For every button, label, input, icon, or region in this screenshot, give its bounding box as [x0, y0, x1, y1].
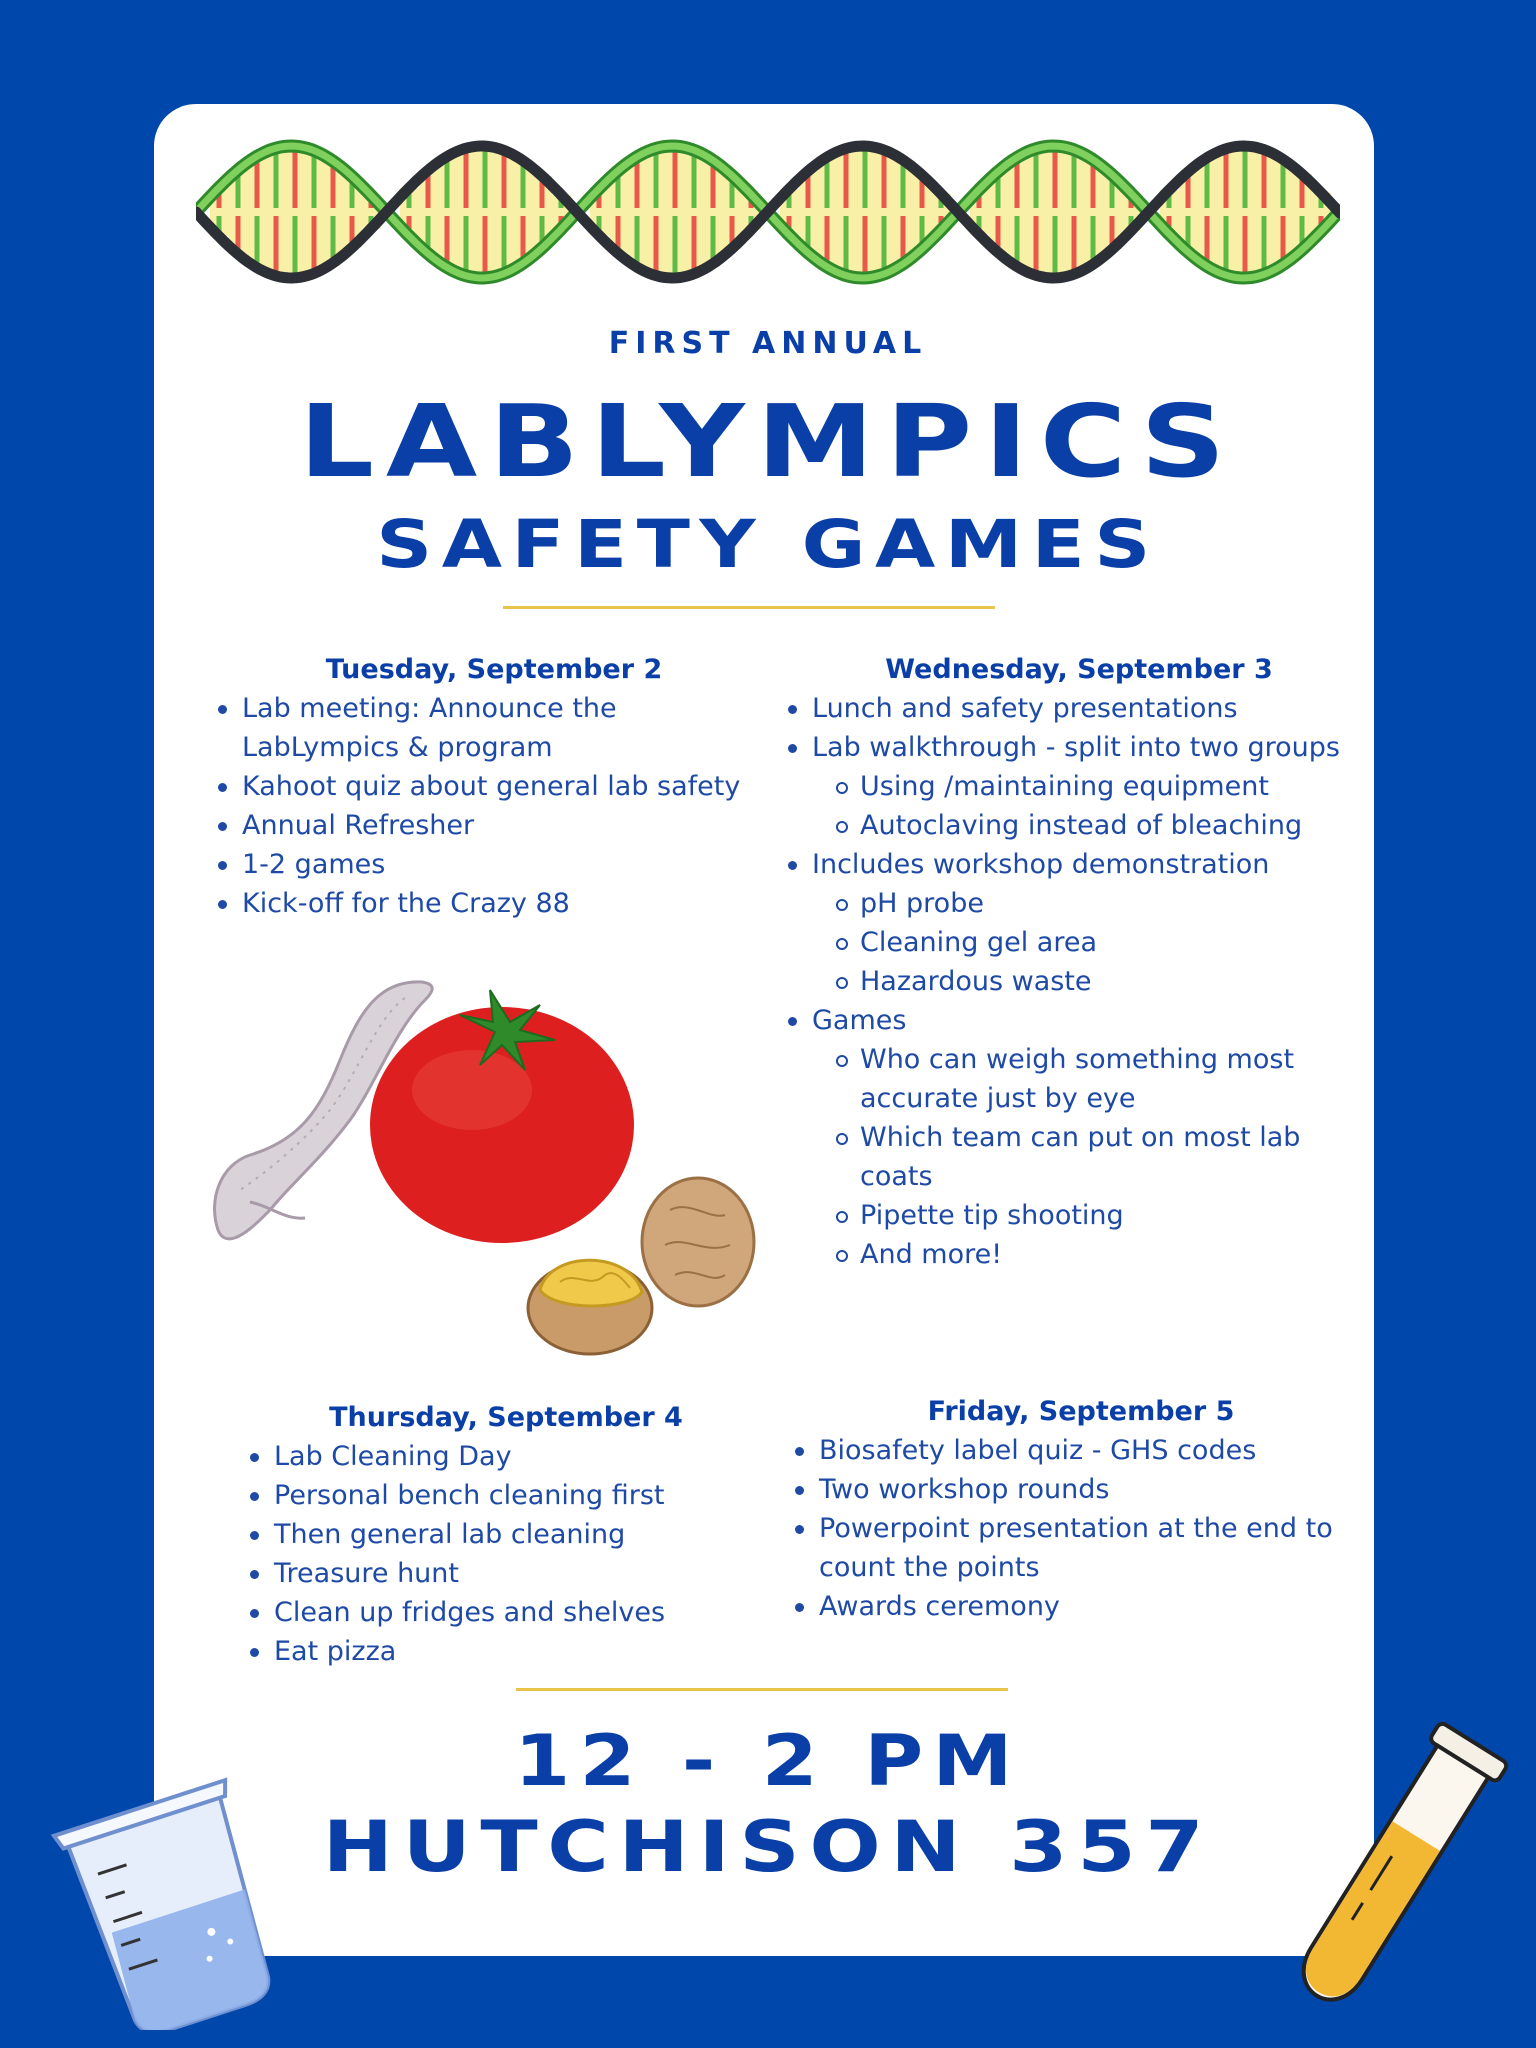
list-item: Two workshop rounds [791, 1470, 1371, 1509]
specimen-illustration [210, 970, 780, 1370]
list-item: Biosafety label quiz - GHS codes [791, 1431, 1371, 1470]
beaker-icon [50, 1770, 310, 2030]
list-item: Who can weigh something most [784, 1040, 1374, 1079]
tomato-icon [370, 990, 634, 1243]
list-item: Lab Cleaning Day [246, 1437, 766, 1476]
event-location: HUTCHISON 357 [322, 1806, 1214, 1888]
list-item: count the points [819, 1552, 1040, 1583]
event-time: 12 - 2 PM [514, 1720, 1022, 1802]
list-item: Personal bench cleaning first [246, 1476, 766, 1515]
list-item: Eat pizza [246, 1632, 766, 1671]
list-item: Which team can put on most lab [784, 1118, 1374, 1157]
list-item: Annual Refresher [214, 806, 774, 845]
list-item: Includes workshop demonstration [784, 845, 1374, 884]
day-list [784, 689, 1374, 1274]
list-item: Pipette tip shooting [784, 1196, 1374, 1235]
list-item: Clean up fridges and shelves [246, 1593, 766, 1632]
day-heading: Thursday, September 4 [329, 1402, 683, 1433]
day-list [246, 1437, 766, 1671]
day-block-wednesday [784, 654, 1374, 1274]
list-item: accurate just by eye [860, 1083, 1136, 1114]
day-block-tuesday [214, 654, 774, 923]
day-heading: Friday, September 5 [927, 1396, 1235, 1427]
kicker-text: FIRST ANNUAL [608, 326, 928, 361]
list-item: LabLympics & program [242, 732, 553, 763]
list-item: Lab meeting: Announce the [214, 689, 774, 728]
list-item: Cleaning gel area [784, 923, 1374, 962]
list-item: Then general lab cleaning [246, 1515, 766, 1554]
day-list [791, 1431, 1371, 1626]
test-tube-icon [1260, 1700, 1530, 2040]
list-item: coats [860, 1161, 933, 1192]
divider-top [503, 606, 995, 609]
poster-subtitle: SAFETY GAMES [376, 506, 1160, 583]
list-item: Kick-off for the Crazy 88 [214, 884, 774, 923]
list-item: Powerpoint presentation at the end to [791, 1509, 1371, 1548]
dna-helix-icon [196, 132, 1340, 292]
list-item: And more! [784, 1235, 1374, 1274]
list-item: Using /maintaining equipment [784, 767, 1374, 806]
day-list [214, 689, 774, 923]
list-item: Autoclaving instead of bleaching [784, 806, 1374, 845]
list-item: Awards ceremony [791, 1587, 1371, 1626]
day-block-friday [791, 1396, 1371, 1626]
list-item: Lab walkthrough - split into two groups [784, 728, 1374, 767]
day-heading: Tuesday, September 2 [325, 654, 663, 685]
list-item: 1-2 games [214, 845, 774, 884]
list-item: Hazardous waste [784, 962, 1374, 1001]
divider-bottom [516, 1688, 1008, 1691]
list-item: Treasure hunt [246, 1554, 766, 1593]
day-block-thursday [246, 1402, 766, 1671]
list-item: Kahoot quiz about general lab safety [214, 767, 774, 806]
list-item: Games [784, 1001, 1374, 1040]
day-heading: Wednesday, September 3 [885, 654, 1273, 685]
poster-title: LABLYMPICS [298, 383, 1238, 500]
list-item: Lunch and safety presentations [784, 689, 1374, 728]
list-item: pH probe [784, 884, 1374, 923]
